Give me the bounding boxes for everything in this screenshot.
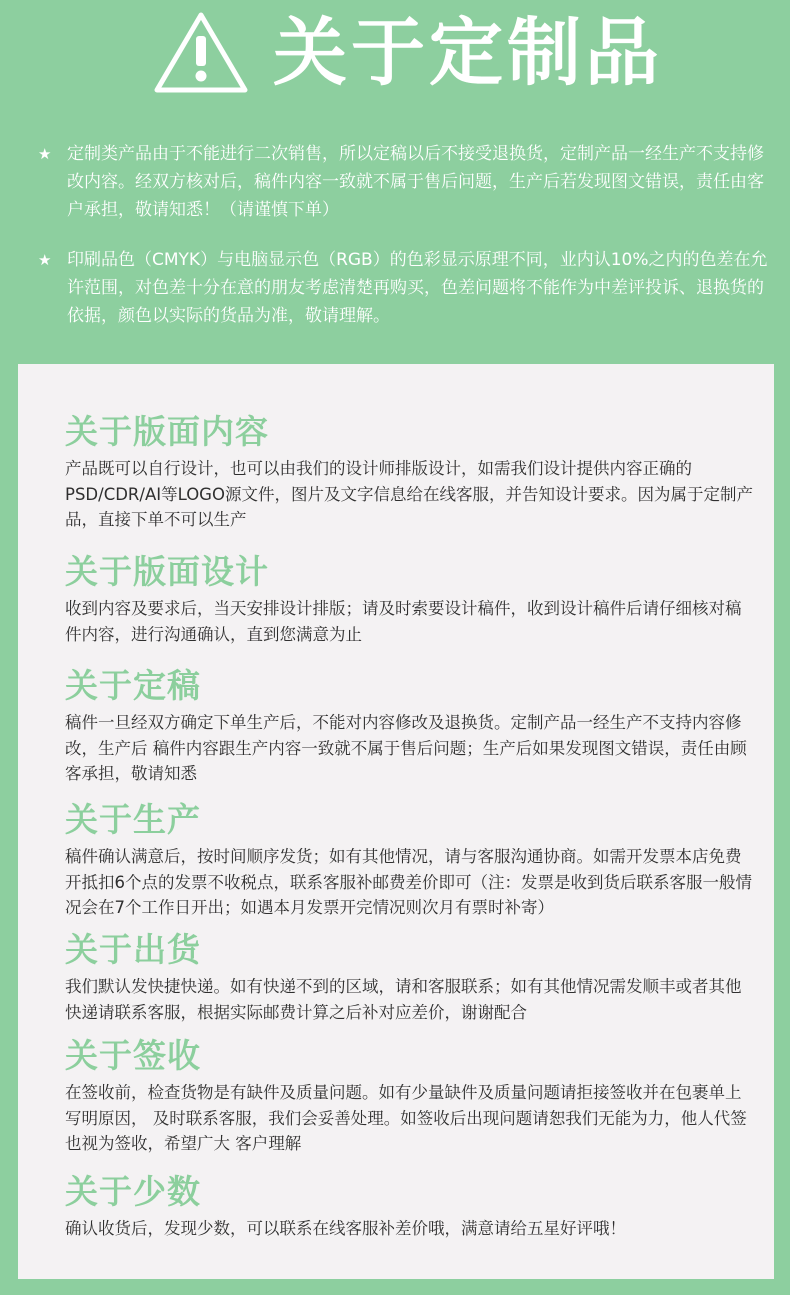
section-final-draft: [65, 666, 755, 787]
section-body: 在签收前，检查货物是有缺件及质量问题。如有少量缺件及质量问题请拒接签收并在包裹单上写明原因， 及时联系客服，我们会妥善处理。如签收后出现问题请恕我们无能为力，他人代签也视为签收，希望广大 客户理解: [65, 1083, 747, 1153]
star-icon: ★: [38, 251, 52, 269]
notice-item: [38, 246, 768, 330]
section-shortage: [65, 1172, 755, 1242]
section-shipping: [65, 930, 755, 1025]
notice-item: [38, 140, 768, 224]
section-body: 确认收货后，发现少数，可以联系在线客服补差价哦，满意请给五星好评哦！: [65, 1219, 626, 1238]
section-title: 关于版面内容: [65, 412, 269, 451]
section-production: [65, 800, 755, 921]
info-card: [18, 364, 774, 1279]
section-title: 关于少数: [65, 1172, 201, 1211]
header: [0, 0, 790, 110]
section-title: 关于定稿: [65, 666, 201, 705]
notice-text: 定制类产品由于不能进行二次销售，所以定稿以后不接受退换货，定制产品一经生产不支持修改内容。经双方核对后，稿件内容一致就不属于售后问题，生产后若发现图文错误，责任由客户承担，敬请知悉！（请谨慎下单）: [67, 144, 764, 220]
section-title: 关于生产: [65, 800, 201, 839]
section-body: 产品既可以自行设计，也可以由我们的设计师排版设计，如需我们设计提供内容正确的PSD/CDR/AI等LOGO源文件，图片及文字信息给在线客服，并告知设计要求。因为属于定制产品，直接下单不可以生产: [65, 459, 753, 529]
star-icon: ★: [38, 145, 52, 163]
section-title: 关于签收: [65, 1036, 201, 1075]
section-body: 稿件确认满意后，按时间顺序发货；如有其他情况，请与客服沟通协商。如需开发票本店免费开抵扣6个点的发票不收税点，联系客服补邮费差价即可（注：发票是收到货后联系客服一般情况会在7个工作日开出；如遇本月发票开完情况则次月有票时补寄）: [65, 847, 752, 917]
page-title: 关于定制品: [273, 10, 663, 96]
section-body: 稿件一旦经双方确定下单生产后，不能对内容修改及退换货。定制产品一经生产不支持内容修改，生产后 稿件内容跟生产内容一致就不属于售后问题；生产后如果发现图文错误，责任由顾客承担，敬请知悉: [65, 713, 747, 783]
section-layout-content: [65, 412, 755, 533]
section-body: 收到内容及要求后，当天安排设计排版；请及时索要设计稿件，收到设计稿件后请仔细核对稿件内容，进行沟通确认，直到您满意为止: [65, 599, 742, 644]
section-title: 关于出货: [65, 930, 201, 969]
section-body: 我们默认发快捷快递。如有快递不到的区域，请和客服联系；如有其他情况需发顺丰或者其他快递请联系客服，根据实际邮费计算之后补对应差价，谢谢配合: [65, 977, 742, 1022]
section-signing: [65, 1036, 755, 1157]
section-title: 关于版面设计: [65, 552, 269, 591]
section-layout-design: [65, 552, 755, 647]
notice-text: 印刷品色（CMYK）与电脑显示色（RGB）的色彩显示原理不同，业内认10%之内的色差在允许范围，对色差十分在意的朋友考虑清楚再购买，色差问题将不能作为中差评投诉、退换货的依据，颜色以实际的货品为准，敬请理解。: [67, 250, 768, 326]
warning-triangle-icon: [152, 10, 250, 96]
